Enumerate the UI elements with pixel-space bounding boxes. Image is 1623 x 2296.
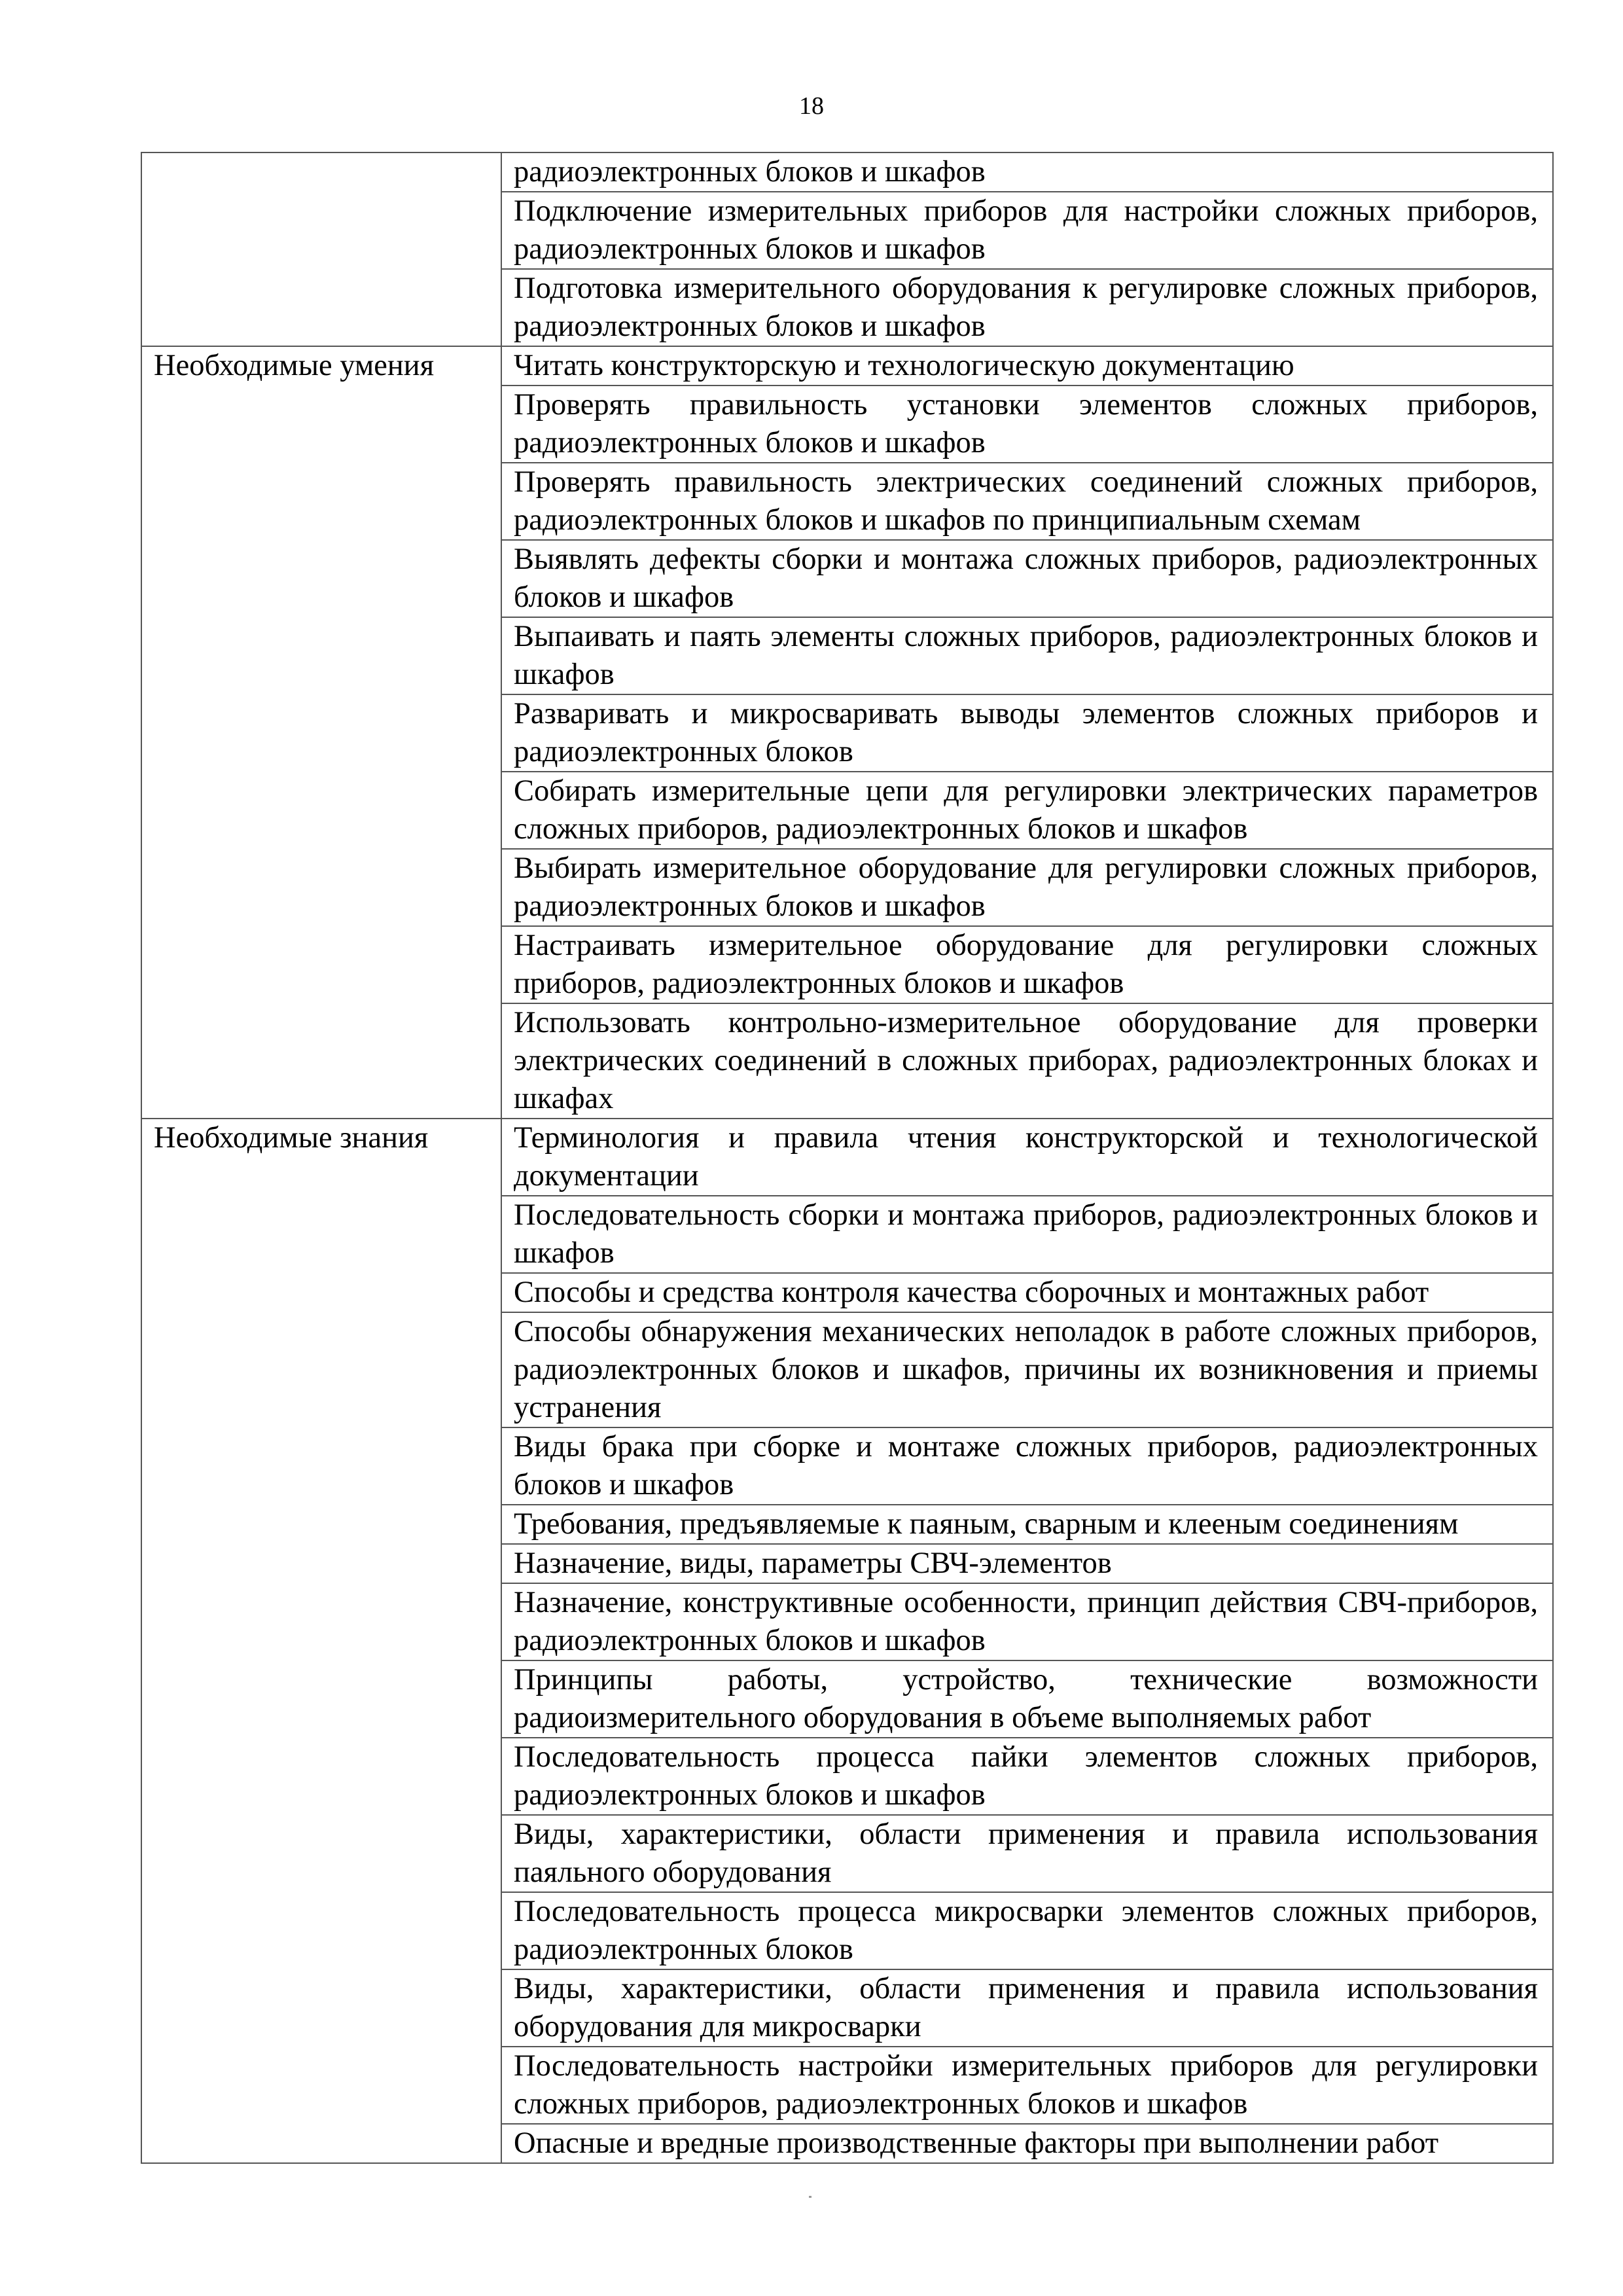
item-text: Виды, характеристики, области применения и правила использования оборудования для микросварки: [501, 1969, 1553, 2047]
item-text: Последовательность процесса пайки элементов сложных приборов, радиоэлектронных блоков и шкафов: [501, 1738, 1553, 1815]
item-text: Собирать измерительные цепи для регулировки электрических параметров сложных приборов, радиоэлектронных блоков и шкафов: [501, 772, 1553, 849]
item-text: Способы и средства контроля качества сборочных и монтажных работ: [501, 1273, 1553, 1312]
item-text: Проверять правильность электрических соединений сложных приборов, радиоэлектронных блоков и шкафов по принципиальным схемам: [501, 463, 1553, 540]
item-text: Виды, характеристики, области применения и правила использования паяльного оборудования: [501, 1815, 1553, 1892]
section-label: [141, 152, 501, 346]
item-text: Разваривать и микросваривать выводы элементов сложных приборов и радиоэлектронных блоков: [501, 694, 1553, 772]
section-label: Необходимые знания: [141, 1119, 501, 2163]
item-text: Выпаивать и паять элементы сложных приборов, радиоэлектронных блоков и шкафов: [501, 617, 1553, 694]
item-text: Терминология и правила чтения конструкторской и технологической документации: [501, 1119, 1553, 1196]
item-text: Последовательность процесса микросварки элементов сложных приборов, радиоэлектронных блоков: [501, 1892, 1553, 1969]
item-text: Последовательность настройки измерительных приборов для регулировки сложных приборов, радиоэлектронных блоков и шкафов: [501, 2047, 1553, 2124]
item-text: Читать конструкторскую и технологическую документацию: [501, 346, 1553, 386]
item-text: Принципы работы, устройство, технические возможности радиоизмерительного оборудования в объеме выполняемых работ: [501, 1660, 1553, 1738]
table-row: [141, 346, 1553, 386]
item-text: Опасные и вредные производственные факторы при выполнении работ: [501, 2124, 1553, 2163]
table-row: [141, 1119, 1553, 1196]
item-text: Назначение, виды, параметры СВЧ-элементов: [501, 1544, 1553, 1583]
item-text: Проверять правильность установки элементов сложных приборов, радиоэлектронных блоков и шкафов: [501, 386, 1553, 463]
item-text: Выявлять дефекты сборки и монтажа сложных приборов, радиоэлектронных блоков и шкафов: [501, 540, 1553, 617]
item-text: Подключение измерительных приборов для настройки сложных приборов, радиоэлектронных блоков и шкафов: [501, 192, 1553, 269]
item-text: Выбирать измерительное оборудование для регулировки сложных приборов, радиоэлектронных блоков и шкафов: [501, 849, 1553, 926]
item-text: Использовать контрольно-измерительное оборудование для проверки электрических соединений в сложных приборах, радиоэлектронных блоках и шкафах: [501, 1003, 1553, 1119]
item-text: Требования, предъявляемые к паяным, сварным и клееным соединениям: [501, 1505, 1553, 1544]
item-text: Последовательность сборки и монтажа приборов, радиоэлектронных блоков и шкафов: [501, 1196, 1553, 1273]
table-row: [141, 152, 1553, 192]
item-text: Способы обнаружения механических неполадок в работе сложных приборов, радиоэлектронных блоков и шкафов, причины их возникновения и приемы устранения: [501, 1312, 1553, 1427]
competency-table: [141, 152, 1554, 2164]
item-text: Назначение, конструктивные особенности, принцип действия СВЧ-приборов, радиоэлектронных блоков и шкафов: [501, 1583, 1553, 1660]
item-text: Настраивать измерительное оборудование для регулировки сложных приборов, радиоэлектронных блоков и шкафов: [501, 926, 1553, 1003]
page-number: 18: [799, 92, 824, 120]
item-text: Подготовка измерительного оборудования к регулировке сложных приборов, радиоэлектронных блоков и шкафов: [501, 269, 1553, 346]
item-text: радиоэлектронных блоков и шкафов: [501, 152, 1553, 192]
scan-speck: [809, 2196, 812, 2198]
item-text: Виды брака при сборке и монтаже сложных приборов, радиоэлектронных блоков и шкафов: [501, 1427, 1553, 1505]
section-label: Необходимые умения: [141, 346, 501, 1119]
